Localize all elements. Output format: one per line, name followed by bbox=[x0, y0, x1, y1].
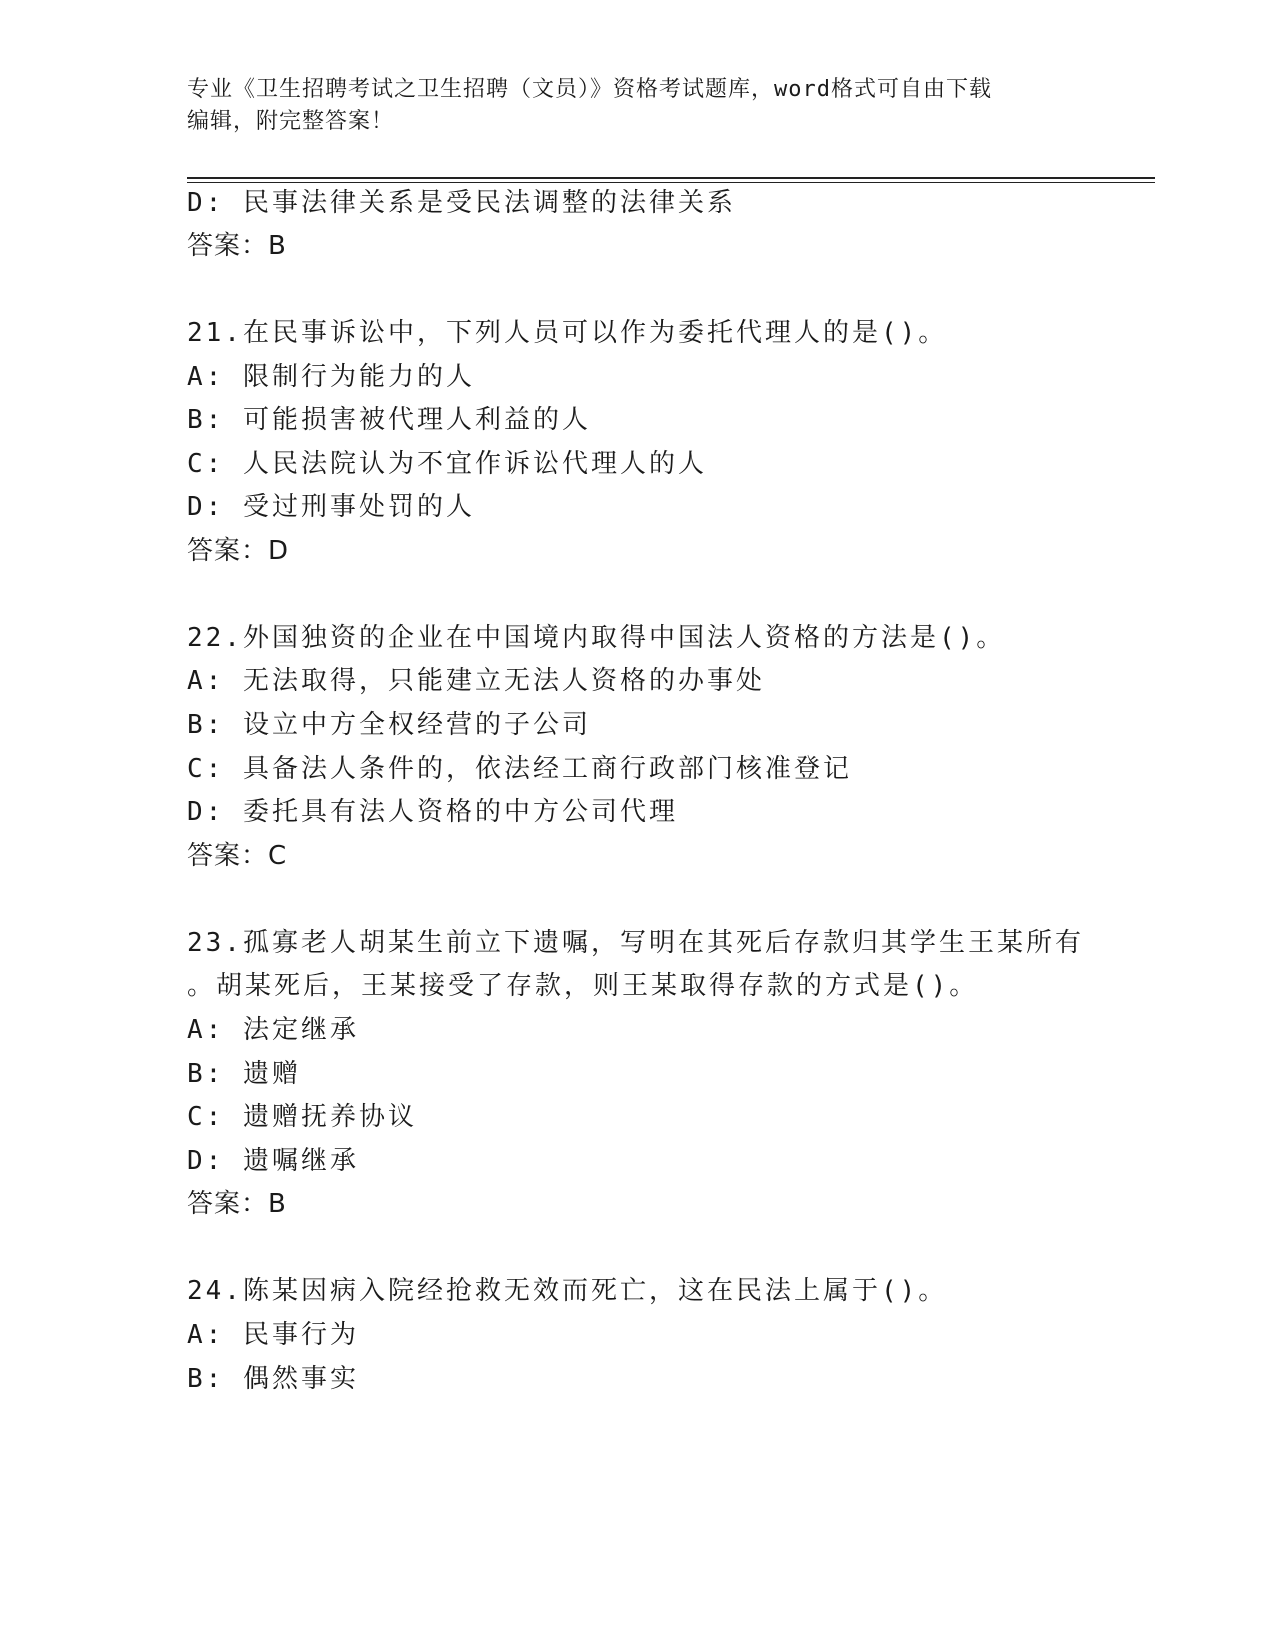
header-divider-thick bbox=[187, 177, 1155, 179]
header-divider-thin bbox=[187, 182, 1155, 183]
question-21-option-b: B: 可能损害被代理人利益的人 bbox=[187, 405, 591, 435]
document-header bbox=[187, 74, 1067, 138]
question-22-option-d: D: 委托具有法人资格的中方公司代理 bbox=[187, 797, 678, 827]
header-line-1: 专业《卫生招聘考试之卫生招聘（文员）》资格考试题库，word格式可自由下载 bbox=[187, 77, 992, 102]
question-22-option-c: C: 具备法人条件的，依法经工商行政部门核准登记 bbox=[187, 754, 852, 784]
question-22-option-b: B: 设立中方全权经营的子公司 bbox=[187, 710, 591, 740]
question-22-stem: 22.外国独资的企业在中国境内取得中国法人资格的方法是()。 bbox=[187, 623, 1006, 653]
question-23-answer: 答案：B bbox=[187, 1189, 287, 1219]
question-23-option-a: A: 法定继承 bbox=[187, 1015, 359, 1045]
question-23-option-d: D: 遗嘱继承 bbox=[187, 1146, 359, 1176]
question-21-option-c: C: 人民法院认为不宜作诉讼代理人的人 bbox=[187, 449, 707, 479]
question-21-answer: 答案：D bbox=[187, 536, 290, 566]
question-23-stem-line-2: 。胡某死后，王某接受了存款，则王某取得存款的方式是()。 bbox=[187, 971, 979, 1001]
question-24-option-a: A: 民事行为 bbox=[187, 1320, 359, 1350]
header-line-2: 编辑，附完整答案！ bbox=[187, 109, 395, 134]
question-21-stem: 21.在民事诉讼中，下列人员可以作为委托代理人的是()。 bbox=[187, 318, 948, 348]
prev-option-d: D: 民事法律关系是受民法调整的法律关系 bbox=[187, 188, 736, 218]
prev-answer: 答案：B bbox=[187, 231, 287, 261]
question-24-option-b: B: 偶然事实 bbox=[187, 1364, 359, 1394]
question-21-option-d: D: 受过刑事处罚的人 bbox=[187, 492, 475, 522]
question-22-option-a: A: 无法取得，只能建立无法人资格的办事处 bbox=[187, 666, 765, 696]
question-22-answer: 答案：C bbox=[187, 841, 288, 871]
question-23-option-c: C: 遗赠抚养协议 bbox=[187, 1102, 417, 1132]
question-23-stem-line-1: 23.孤寡老人胡某生前立下遗嘱，写明在其死后存款归其学生王某所有 bbox=[187, 928, 1084, 958]
question-23-option-b: B: 遗赠 bbox=[187, 1059, 301, 1089]
question-21-option-a: A: 限制行为能力的人 bbox=[187, 362, 475, 392]
question-24-stem: 24.陈某因病入院经抢救无效而死亡，这在民法上属于()。 bbox=[187, 1276, 948, 1306]
